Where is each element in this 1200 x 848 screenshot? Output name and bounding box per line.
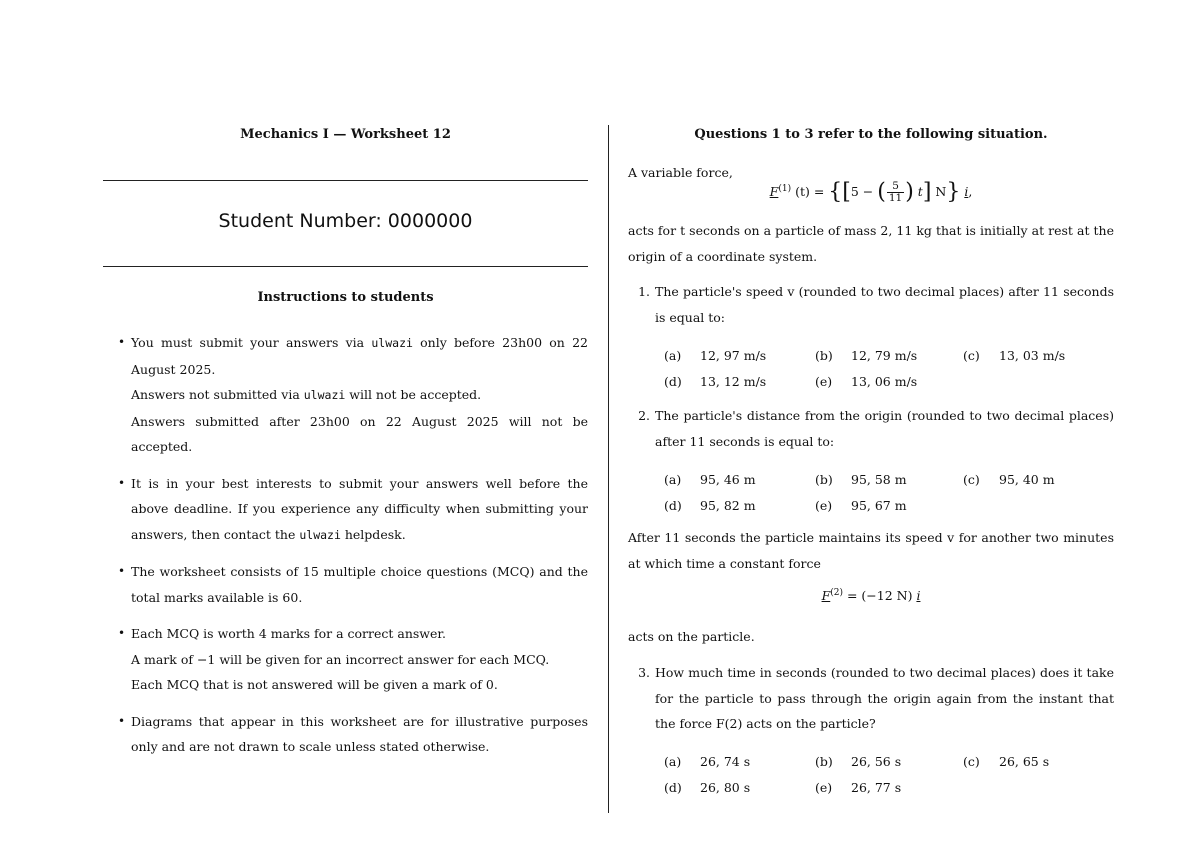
- instructions-list: [103, 330, 588, 771]
- option-c: (c) 26, 65 s: [963, 754, 1050, 769]
- instruction-item: [103, 559, 588, 610]
- option-b: (b) 26, 56 s: [815, 754, 902, 769]
- option-a: (a) 95, 46 m: [664, 472, 756, 487]
- bullet-icon: •: [118, 626, 126, 640]
- intro-text: A variable force,: [628, 165, 733, 180]
- bullet-icon: •: [118, 713, 126, 728]
- question-3: [628, 660, 1114, 737]
- instruction-line: Answers submitted after 23h00 on 22 August 2025 will not be accepted.: [131, 413, 588, 454]
- question-3-options: [664, 749, 1104, 800]
- worksheet-title: Mechanics I — Worksheet 12: [240, 127, 451, 142]
- question-1: [628, 279, 1114, 330]
- option-d: (d) 13, 12 m/s: [664, 373, 767, 389]
- force-2-description: acts on the particle.: [628, 629, 755, 644]
- question-text: The particle's distance from the origin (rounded to two decimal places) after 11 seconds is equal to:: [655, 408, 1114, 449]
- bullet-icon: •: [118, 564, 126, 578]
- instruction-line: Diagrams that appear in this worksheet are for illustrative purposes only and are not drawn to scale unless stated otherwise.: [131, 713, 588, 754]
- option-a: (a) 26, 74 s: [664, 754, 751, 769]
- instruction-item: [103, 330, 588, 460]
- instruction-line: The worksheet consists of 15 multiple choice questions (MCQ) and the total marks available is 60.: [131, 564, 588, 605]
- questions-heading: Questions 1 to 3 refer to the following situation.: [694, 127, 1048, 142]
- top-rule: [103, 180, 588, 181]
- bottom-rule: [103, 266, 588, 267]
- question-number: 1.: [638, 284, 650, 299]
- option-d: (d) 26, 80 s: [664, 779, 751, 795]
- instruction-line: Answers not submitted via ulwazi will not be accepted.: [131, 387, 482, 402]
- option-a: (a) 12, 97 m/s: [664, 348, 767, 363]
- force-1-description: acts for t seconds on a particle of mass 2, 11 kg that is initially at rest at the origin of a coordinate system.: [628, 223, 1114, 264]
- instructions-heading: Instructions to students: [257, 290, 434, 305]
- question-2-options: [664, 467, 1104, 518]
- option-d: (d) 95, 82 m: [664, 497, 756, 513]
- instruction-item: [103, 471, 588, 549]
- question-2: [628, 403, 1114, 454]
- question-number: 2.: [638, 408, 650, 423]
- continuation-text: After 11 seconds the particle maintains its speed v for another two minutes at which time a constant force: [628, 530, 1114, 571]
- fraction: $\frac{5}{11}$: [888, 180, 903, 204]
- force-2-equation: $F^{(2)} = (-12$ N) i: [821, 588, 921, 604]
- instruction-line: Each MCQ that is not answered will be given a mark of 0.: [131, 677, 498, 692]
- option-b: (b) 95, 58 m: [815, 472, 907, 487]
- bullet-icon: •: [118, 475, 126, 490]
- force-1-equation: $F^{(1)}$ (t) = {[5 − ( $\frac{5}{11}$ ) t] N} i,: [769, 179, 973, 205]
- option-e: (e) 13, 06 m/s: [815, 373, 918, 389]
- instruction-line: It is in your best interests to submit your answers well before the above deadline. If you experience any difficulty when submitting your answers, then contact the ulwazi helpdesk.: [131, 475, 588, 542]
- instruction-line: You must submit your answers via ulwazi only before 23h00 on 22 August 2025.: [131, 335, 588, 377]
- option-e: (e) 26, 77 s: [815, 779, 902, 795]
- question-number: 3.: [638, 665, 650, 680]
- instruction-line: A mark of −1 will be given for an incorrect answer for each MCQ.: [131, 651, 550, 667]
- question-text: The particle's speed v (rounded to two decimal places) after 11 seconds is equal to:: [655, 284, 1114, 325]
- bullet-icon: •: [118, 335, 126, 349]
- instruction-line: Each MCQ is worth 4 marks for a correct answer.: [131, 626, 446, 641]
- option-c: (c) 13, 03 m/s: [963, 348, 1066, 363]
- option-b: (b) 12, 79 m/s: [815, 348, 918, 363]
- instruction-item: [103, 709, 588, 760]
- option-e: (e) 95, 67 m: [815, 497, 907, 513]
- question-text: How much time in seconds (rounded to two decimal places) does it take for the particle to pass through the origin again from the instant that the force F(2) acts on the particle?: [655, 665, 1114, 731]
- column-divider: [608, 125, 609, 813]
- question-1-options: [664, 343, 1104, 394]
- student-number: Student Number: 0000000: [218, 210, 473, 232]
- instruction-item: [103, 621, 588, 698]
- option-c: (c) 95, 40 m: [963, 472, 1055, 487]
